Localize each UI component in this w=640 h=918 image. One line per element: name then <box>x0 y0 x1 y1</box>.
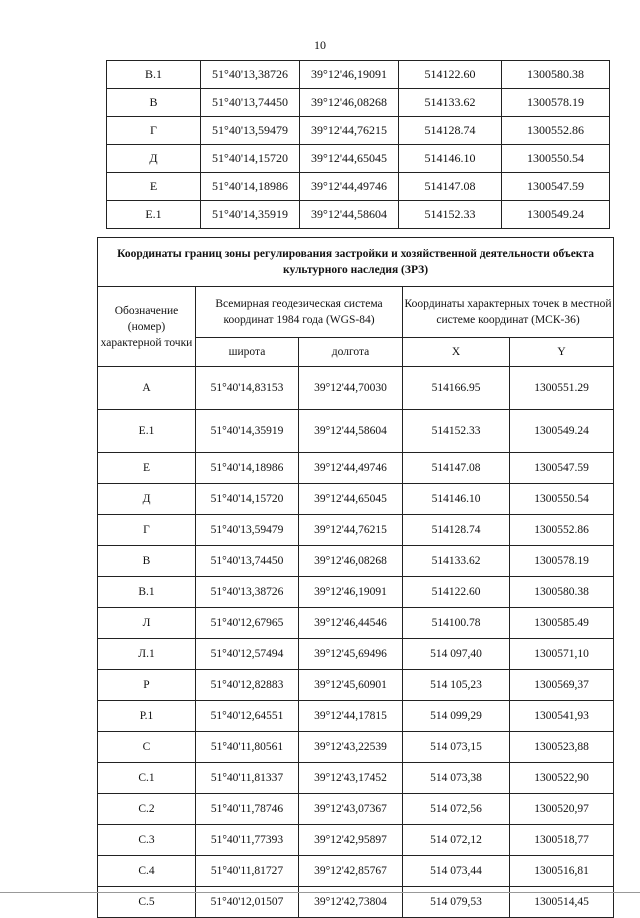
longitude-cell: 39°12'46,19091 <box>299 577 403 608</box>
latitude-cell: 51°40'13,38726 <box>196 577 299 608</box>
point-cell: Е.1 <box>98 410 196 453</box>
y-cell: 1300518,77 <box>510 825 614 856</box>
zrz-coordinates-table <box>97 237 614 918</box>
table-row <box>98 608 614 639</box>
x-cell: 514146.10 <box>399 145 502 173</box>
table-row <box>98 410 614 453</box>
longitude-cell: 39°12'42,73804 <box>299 887 403 918</box>
longitude-cell: 39°12'44,49746 <box>300 173 399 201</box>
point-cell: С.1 <box>98 763 196 794</box>
point-cell: Р <box>98 670 196 701</box>
y-cell: 1300580.38 <box>510 577 614 608</box>
table-row <box>98 484 614 515</box>
header-x: X <box>403 338 510 367</box>
point-cell: Е <box>107 173 201 201</box>
table-row <box>98 732 614 763</box>
latitude-cell: 51°40'11,81727 <box>196 856 299 887</box>
table2-body <box>98 367 614 918</box>
longitude-cell: 39°12'42,95897 <box>299 825 403 856</box>
longitude-cell: 39°12'45,60901 <box>299 670 403 701</box>
x-cell: 514 073,15 <box>403 732 510 763</box>
header-wgs84: Всемирная геодезическая система координат 1984 года (WGS-84) <box>196 287 403 338</box>
latitude-cell: 51°40'11,78746 <box>196 794 299 825</box>
latitude-cell: 51°40'12,67965 <box>196 608 299 639</box>
header-longitude: долгота <box>299 338 403 367</box>
y-cell: 1300550.54 <box>502 145 610 173</box>
longitude-cell: 39°12'44,58604 <box>299 410 403 453</box>
latitude-cell: 51°40'11,80561 <box>196 732 299 763</box>
latitude-cell: 51°40'11,81337 <box>196 763 299 794</box>
coordinates-table-continuation <box>106 60 610 229</box>
table-row <box>107 145 610 173</box>
longitude-cell: 39°12'43,17452 <box>299 763 403 794</box>
y-cell: 1300569,37 <box>510 670 614 701</box>
table-row <box>98 577 614 608</box>
latitude-cell: 51°40'12,64551 <box>196 701 299 732</box>
longitude-cell: 39°12'44,58604 <box>300 201 399 229</box>
table-row <box>107 201 610 229</box>
header-point-designation: Обозначение (номер) характерной точки <box>98 287 196 367</box>
table-title: Координаты границ зоны регулирования застройки и хозяйственной деятельности объекта культурного наследия (ЗРЗ) <box>98 238 614 287</box>
y-cell: 1300550.54 <box>510 484 614 515</box>
x-cell: 514147.08 <box>399 173 502 201</box>
table-row <box>98 453 614 484</box>
point-cell: С.4 <box>98 856 196 887</box>
table-row <box>98 367 614 410</box>
y-cell: 1300522,90 <box>510 763 614 794</box>
latitude-cell: 51°40'13,38726 <box>201 61 300 89</box>
x-cell: 514 073,44 <box>403 856 510 887</box>
x-cell: 514133.62 <box>403 546 510 577</box>
table-row <box>98 763 614 794</box>
table-row <box>98 639 614 670</box>
latitude-cell: 51°40'13,74450 <box>201 89 300 117</box>
table-row <box>107 173 610 201</box>
x-cell: 514122.60 <box>403 577 510 608</box>
point-cell: С <box>98 732 196 763</box>
latitude-cell: 51°40'14,18986 <box>201 173 300 201</box>
y-cell: 1300541,93 <box>510 701 614 732</box>
y-cell: 1300514,45 <box>510 887 614 918</box>
y-cell: 1300585.49 <box>510 608 614 639</box>
x-cell: 514147.08 <box>403 453 510 484</box>
latitude-cell: 51°40'14,15720 <box>201 145 300 173</box>
y-cell: 1300571,10 <box>510 639 614 670</box>
latitude-cell: 51°40'14,35919 <box>196 410 299 453</box>
longitude-cell: 39°12'44,65045 <box>299 484 403 515</box>
x-cell: 514 097,40 <box>403 639 510 670</box>
longitude-cell: 39°12'44,65045 <box>300 145 399 173</box>
point-cell: Д <box>98 484 196 515</box>
latitude-cell: 51°40'14,35919 <box>201 201 300 229</box>
longitude-cell: 39°12'44,17815 <box>299 701 403 732</box>
latitude-cell: 51°40'13,59479 <box>196 515 299 546</box>
point-cell: Р.1 <box>98 701 196 732</box>
longitude-cell: 39°12'44,70030 <box>299 367 403 410</box>
y-cell: 1300549.24 <box>510 410 614 453</box>
x-cell: 514 079,53 <box>403 887 510 918</box>
header-latitude: широта <box>196 338 299 367</box>
table1-body <box>107 61 610 229</box>
latitude-cell: 51°40'12,57494 <box>196 639 299 670</box>
y-cell: 1300551.29 <box>510 367 614 410</box>
latitude-cell: 51°40'11,77393 <box>196 825 299 856</box>
point-cell: А <box>98 367 196 410</box>
table-row <box>107 89 610 117</box>
point-cell: С.2 <box>98 794 196 825</box>
longitude-cell: 39°12'43,22539 <box>299 732 403 763</box>
point-cell: В.1 <box>107 61 201 89</box>
x-cell: 514122.60 <box>399 61 502 89</box>
table-row <box>98 856 614 887</box>
y-cell: 1300552.86 <box>510 515 614 546</box>
longitude-cell: 39°12'44,49746 <box>299 453 403 484</box>
header-msk36: Координаты характерных точек в местной системе координат (МСК-36) <box>403 287 614 338</box>
x-cell: 514152.33 <box>399 201 502 229</box>
point-cell: Г <box>107 117 201 145</box>
header-y: Y <box>510 338 614 367</box>
table-row <box>98 701 614 732</box>
x-cell: 514146.10 <box>403 484 510 515</box>
y-cell: 1300549.24 <box>502 201 610 229</box>
table-row <box>98 825 614 856</box>
point-cell: В <box>98 546 196 577</box>
y-cell: 1300580.38 <box>502 61 610 89</box>
table-row <box>107 117 610 145</box>
table-row <box>98 546 614 577</box>
table-row <box>98 670 614 701</box>
y-cell: 1300520,97 <box>510 794 614 825</box>
y-cell: 1300578.19 <box>502 89 610 117</box>
y-cell: 1300578.19 <box>510 546 614 577</box>
longitude-cell: 39°12'46,08268 <box>299 546 403 577</box>
x-cell: 514 099,29 <box>403 701 510 732</box>
longitude-cell: 39°12'46,19091 <box>300 61 399 89</box>
x-cell: 514100.78 <box>403 608 510 639</box>
y-cell: 1300547.59 <box>502 173 610 201</box>
table-row <box>107 61 610 89</box>
y-cell: 1300516,81 <box>510 856 614 887</box>
point-cell: Д <box>107 145 201 173</box>
longitude-cell: 39°12'44,76215 <box>299 515 403 546</box>
latitude-cell: 51°40'14,83153 <box>196 367 299 410</box>
point-cell: В.1 <box>98 577 196 608</box>
longitude-cell: 39°12'43,07367 <box>299 794 403 825</box>
point-cell: Л <box>98 608 196 639</box>
longitude-cell: 39°12'44,76215 <box>300 117 399 145</box>
latitude-cell: 51°40'13,59479 <box>201 117 300 145</box>
longitude-cell: 39°12'46,08268 <box>300 89 399 117</box>
point-cell: С.3 <box>98 825 196 856</box>
point-cell: Г <box>98 515 196 546</box>
longitude-cell: 39°12'42,85767 <box>299 856 403 887</box>
latitude-cell: 51°40'14,18986 <box>196 453 299 484</box>
longitude-cell: 39°12'46,44546 <box>299 608 403 639</box>
table-row <box>98 515 614 546</box>
x-cell: 514133.62 <box>399 89 502 117</box>
latitude-cell: 51°40'13,74450 <box>196 546 299 577</box>
x-cell: 514152.33 <box>403 410 510 453</box>
x-cell: 514128.74 <box>403 515 510 546</box>
latitude-cell: 51°40'12,82883 <box>196 670 299 701</box>
point-cell: Л.1 <box>98 639 196 670</box>
y-cell: 1300523,88 <box>510 732 614 763</box>
point-cell: С.5 <box>98 887 196 918</box>
table-row <box>98 794 614 825</box>
point-cell: Е <box>98 453 196 484</box>
latitude-cell: 51°40'14,15720 <box>196 484 299 515</box>
x-cell: 514166.95 <box>403 367 510 410</box>
y-cell: 1300547.59 <box>510 453 614 484</box>
page-bottom-border <box>0 892 640 893</box>
x-cell: 514 072,56 <box>403 794 510 825</box>
latitude-cell: 51°40'12,01507 <box>196 887 299 918</box>
y-cell: 1300552.86 <box>502 117 610 145</box>
page-number: 10 <box>314 38 326 52</box>
x-cell: 514 072,12 <box>403 825 510 856</box>
x-cell: 514 105,23 <box>403 670 510 701</box>
point-cell: В <box>107 89 201 117</box>
point-cell: Е.1 <box>107 201 201 229</box>
longitude-cell: 39°12'45,69496 <box>299 639 403 670</box>
x-cell: 514 073,38 <box>403 763 510 794</box>
x-cell: 514128.74 <box>399 117 502 145</box>
